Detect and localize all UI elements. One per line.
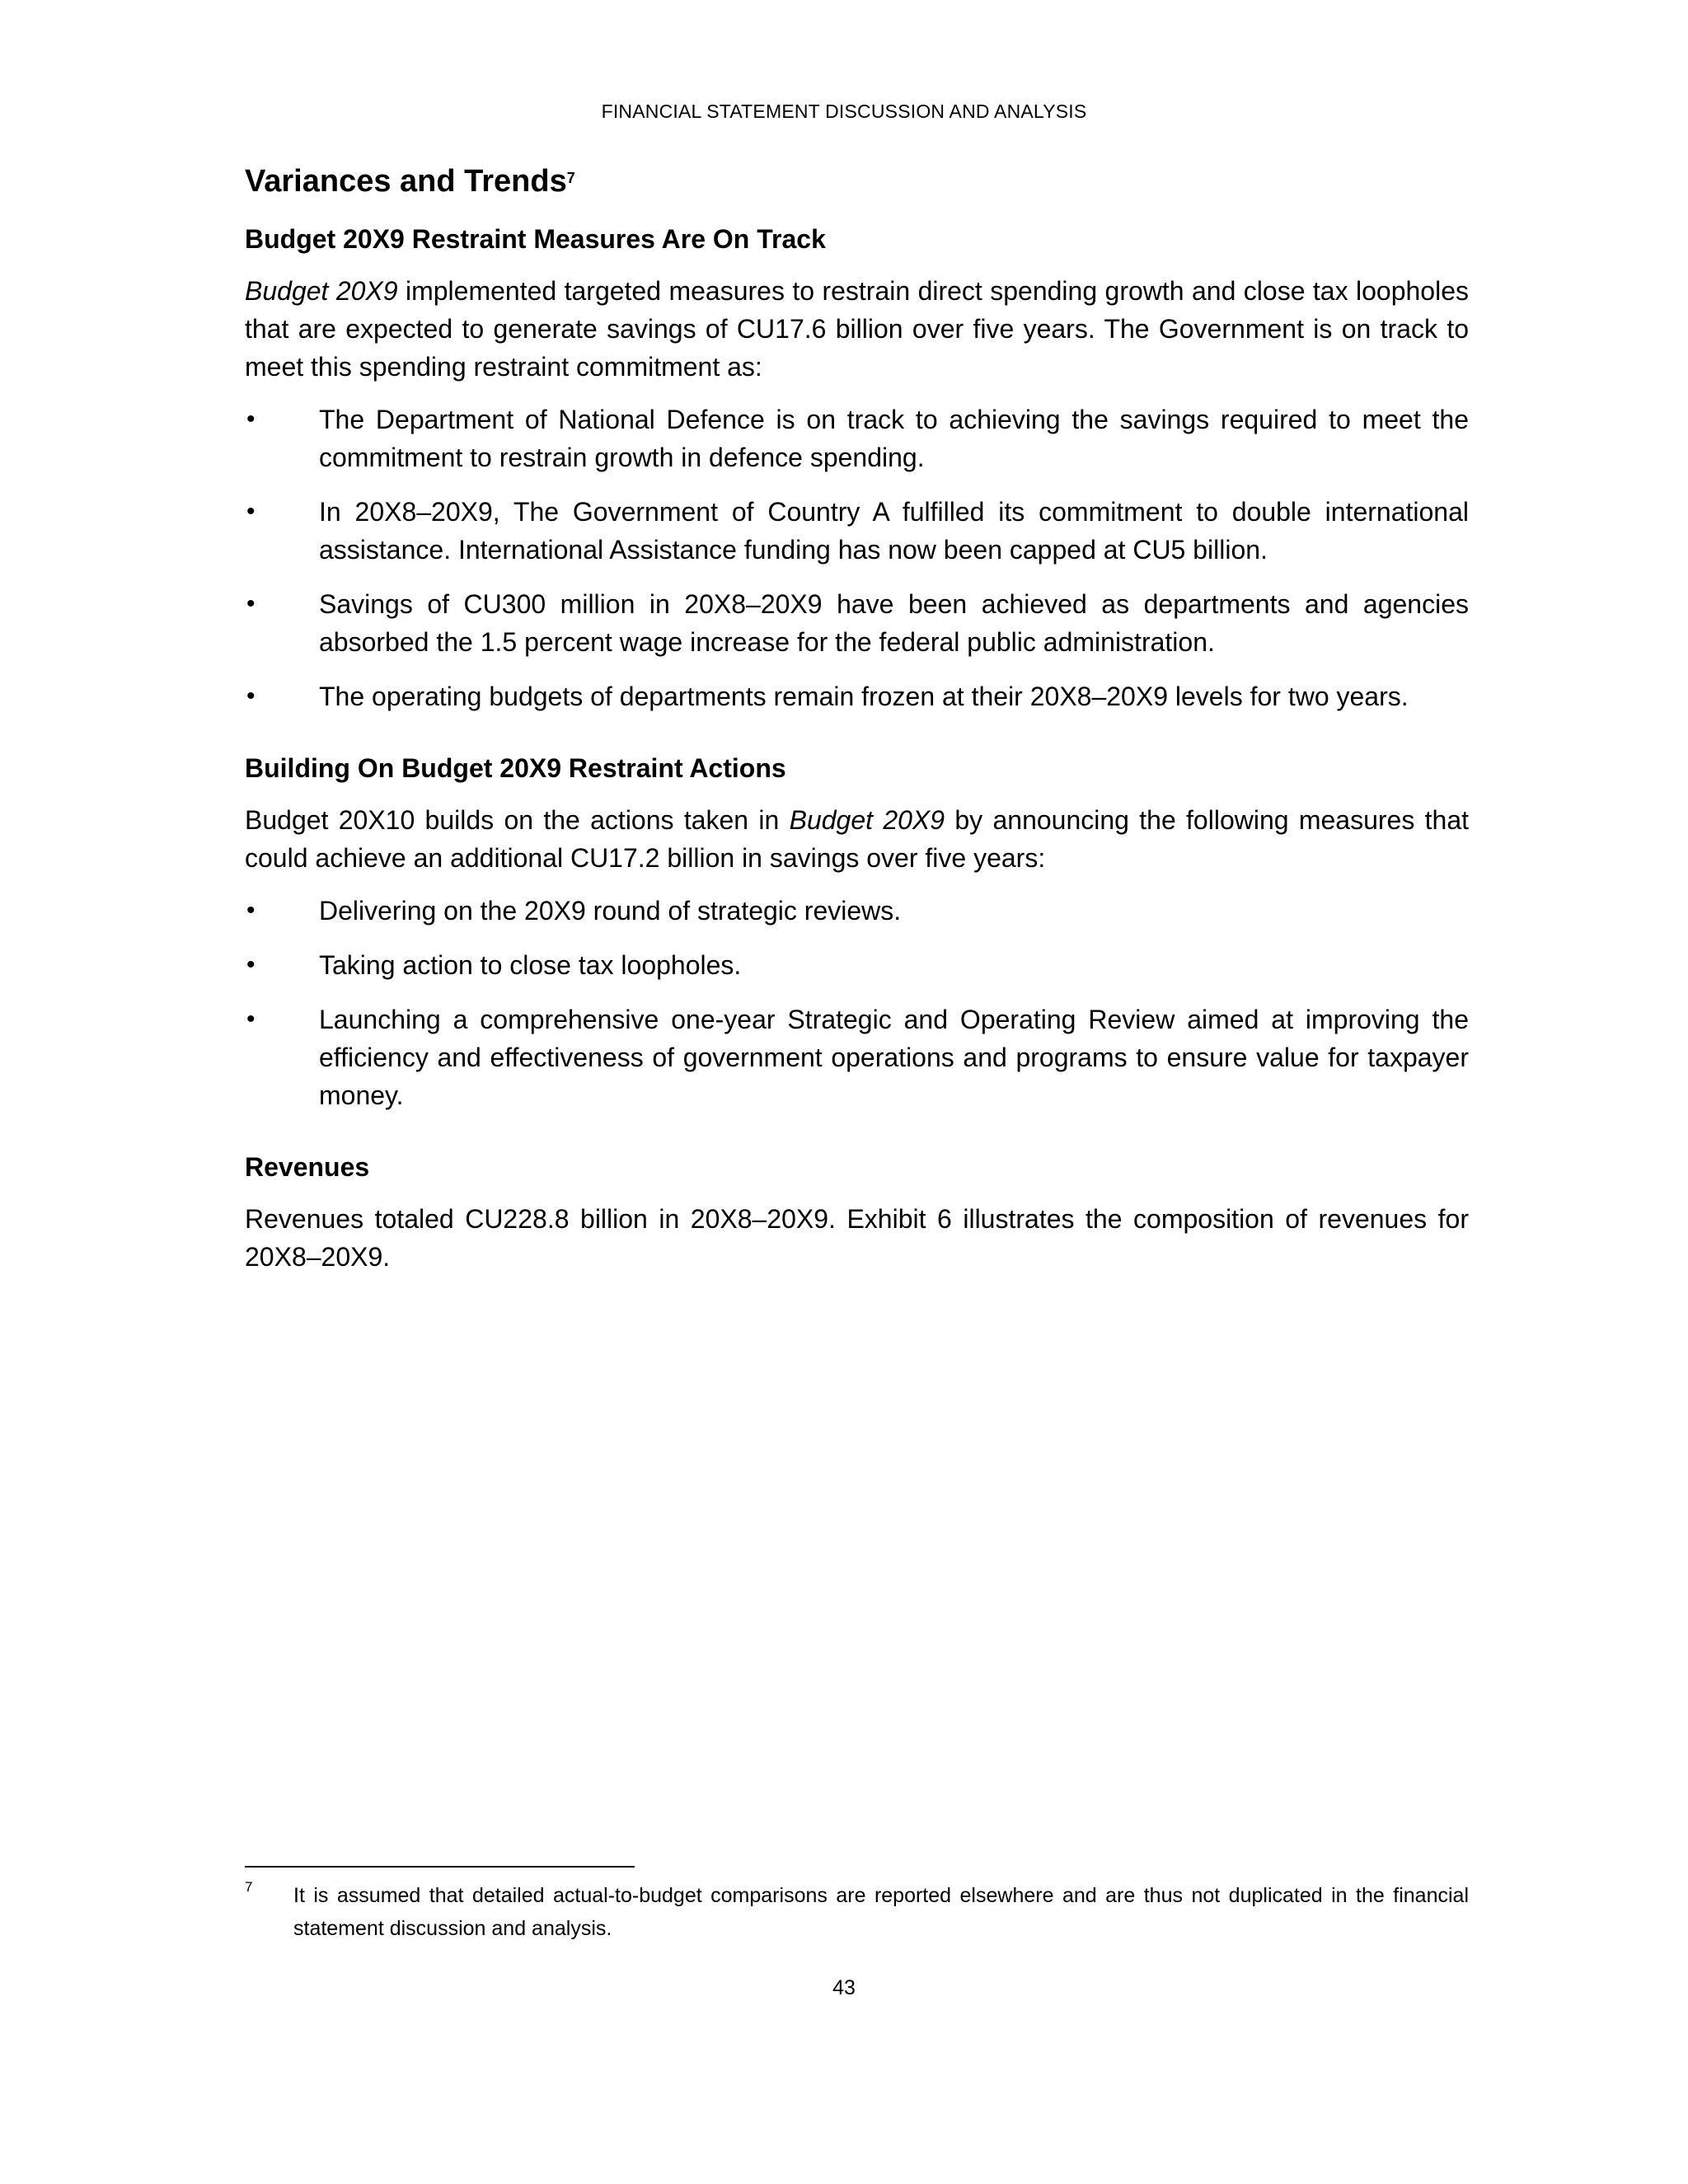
revenues-heading: Revenues xyxy=(245,1152,370,1182)
bullet-icon: • xyxy=(246,682,256,710)
building-intro xyxy=(245,801,1469,877)
restraint-intro-italic: Budget 20X9 xyxy=(245,276,398,306)
section-title-text: Variances and Trends xyxy=(245,164,567,199)
list-item-text: Delivering on the 20X9 round of strategic reviews. xyxy=(319,896,902,926)
bullet-icon: • xyxy=(246,590,256,617)
bullet-icon: • xyxy=(246,897,256,924)
footnote-number: 7 xyxy=(245,1879,253,1895)
restraint-bullet-list xyxy=(245,401,1469,715)
building-intro-italic: Budget 20X9 xyxy=(789,805,945,835)
list-item xyxy=(245,401,1469,476)
footnote-reference: 7 xyxy=(566,170,575,186)
footnote-divider xyxy=(245,1866,635,1868)
bullet-icon: • xyxy=(246,1005,256,1033)
restraint-intro-rest: implemented targeted measures to restrain direct spending growth and close tax loopholes that are expected to generate savings of CU17.6 billion over five years. The Government is on track to meet this spending restraint commitment as: xyxy=(245,276,1470,382)
footnote xyxy=(245,1879,1469,1945)
list-item xyxy=(245,1001,1469,1114)
running-header: FINANCIAL STATEMENT DISCUSSION AND ANALYSIS xyxy=(601,101,1087,122)
list-item xyxy=(245,585,1469,661)
building-intro-after: by announcing the following measures that could achieve an additional CU17.2 billion in savings over five years: xyxy=(245,805,1470,873)
list-item-text: The Department of National Defence is on track to achieving the savings required to meet the commitment to restrain growth in defence spending. xyxy=(319,405,1469,472)
list-item xyxy=(245,946,1469,984)
page-number: 43 xyxy=(832,1976,856,1999)
building-intro-before: Budget 20X10 builds on the actions taken in xyxy=(245,805,790,835)
page-content xyxy=(245,157,1469,1291)
list-item xyxy=(245,892,1469,930)
section-title xyxy=(245,157,1469,206)
restraint-intro xyxy=(245,272,1469,386)
bullet-icon: • xyxy=(246,498,256,525)
list-item xyxy=(245,493,1469,569)
building-bullet-list xyxy=(245,892,1469,1114)
bullet-icon: • xyxy=(246,405,256,433)
revenues-text: Revenues totaled CU228.8 billion in 20X8–20X9. Exhibit 6 illustrates the composition of revenues for 20X8–20X9. xyxy=(245,1204,1469,1272)
list-item-text: In 20X8–20X9, The Government of Country A fulfilled its commitment to double international assistance. International Assistance funding has now been capped at CU5 billion. xyxy=(319,497,1469,565)
list-item-text: Savings of CU300 million in 20X8–20X9 have been achieved as departments and agencies absorbed the 1.5 percent wage increase for the federal public administration. xyxy=(319,589,1469,657)
list-item-text: Launching a comprehensive one-year Strategic and Operating Review aimed at improving the efficiency and effectiveness of government operations and programs to ensure value for taxpayer money. xyxy=(319,1005,1469,1110)
list-item-text: Taking action to close tax loopholes. xyxy=(319,950,742,980)
footnote-text: It is assumed that detailed actual-to-budget comparisons are reported elsewhere and are thus not duplicated in the financial statement discussion and analysis. xyxy=(293,1884,1469,1940)
list-item-text: The operating budgets of departments remain frozen at their 20X8–20X9 levels for two years. xyxy=(319,682,1409,711)
building-heading: Building On Budget 20X9 Restraint Actions xyxy=(245,753,786,783)
list-item xyxy=(245,677,1469,715)
restraint-heading: Budget 20X9 Restraint Measures Are On Track xyxy=(245,224,826,254)
bullet-icon: • xyxy=(246,951,256,978)
